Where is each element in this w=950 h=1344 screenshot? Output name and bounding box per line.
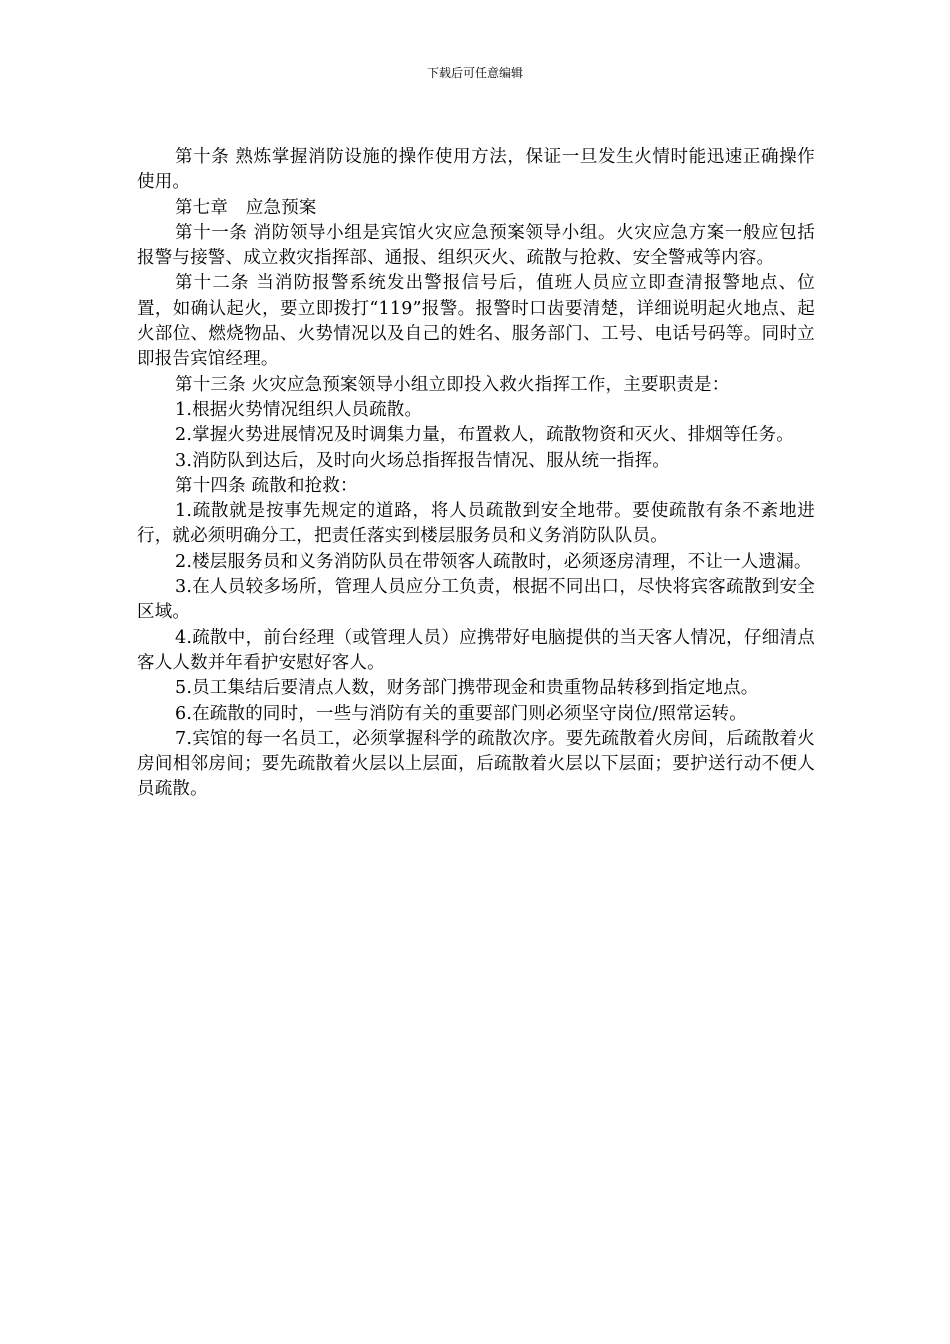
article-14-item-3: 3.在人员较多场所，管理人员应分工负责，根据不同出口，尽快将宾客疏散到安全区域。 [137,577,815,623]
page-header: 下载后可任意编辑 [426,66,523,80]
article-13-item-2: 2.掌握火势进展情况及时调集力量，布置救人，疏散物资和灭火、排烟等任务。 [175,425,794,446]
article-14-item-2: 2.楼层服务员和义务消防队员在带领客人疏散时，必须逐房清理，不让一人遗漏。 [175,551,812,572]
article-13-paragraph: 第十三条 火灾应急预案领导小组立即投入救火指挥工作，主要职责是： [175,374,730,395]
article-14-item-7: 7.宾馆的每一名员工，必须掌握科学的疏散次序。要先疏散着火房间，后疏散着火房间相邻房间；要先疏散着火层以上层面，后疏散着火层以下层面；要护送行动不便人员疏散。 [137,728,815,800]
article-14-paragraph: 第十四条 疏散和抢救： [175,475,358,496]
article-14-item-6: 6.在疏散的同时，一些与消防有关的重要部门则必须坚守岗位/照常运转。 [175,703,747,724]
article-14-item-1: 1.疏散就是按事先规定的道路，将人员疏散到安全地带。要使疏散有条不紊地进行，就必须明确分工，把责任落实到楼层服务员和义务消防队队员。 [137,501,815,547]
document-body [137,145,815,803]
article-14-item-5: 5.员工集结后要清点人数，财务部门携带现金和贵重物品转移到指定地点。 [175,678,759,699]
article-11-paragraph: 第十一条 消防领导小组是宾馆火灾应急预案领导小组。火灾应急方案一般应包括报警与接警、成立救灾指挥部、通报、组织灭火、疏散与抢救、安全警戒等内容。 [137,222,815,269]
article-13-item-3: 3.消防队到达后，及时向火场总指挥报告情况、服从统一指挥。 [175,450,670,471]
article-14-item-4: 4.疏散中，前台经理（或管理人员）应携带好电脑提供的当天客人情况，仔细清点客人人数并年看护安慰好客人。 [137,627,815,673]
chapter-7-heading: 第七章 应急预案 [175,197,317,218]
article-13-item-1: 1.根据火势情况组织人员疏散。 [175,399,423,420]
article-12-paragraph: 第十二条 当消防报警系统发出警报信号后，值班人员应立即查清报警地点、位置，如确认起火，要立即拨打“119”报警。报警时口齿要清楚，详细说明起火地点、起火部位、燃烧物品、火势情况以及自己的姓名、服务部门、工号、电话号码等。同时立即报告宾馆经理。 [137,273,815,370]
article-10-paragraph: 第十条 熟炼掌握消防设施的操作使用方法，保证一旦发生火情时能迅速正确操作使用。 [137,147,815,193]
